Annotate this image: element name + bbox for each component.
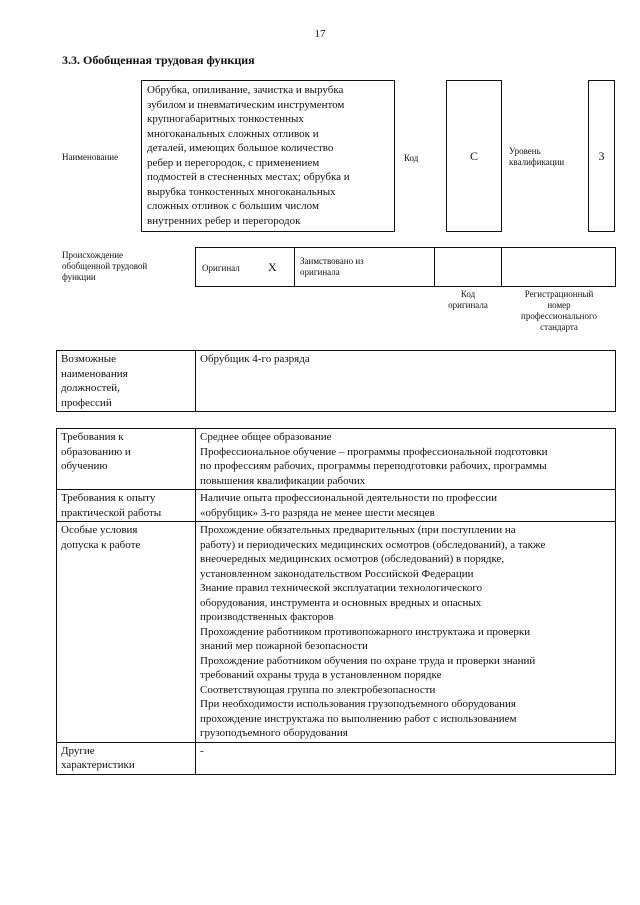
table-row — [57, 351, 616, 412]
original-label: Оригинал — [202, 263, 240, 273]
code-value: C — [469, 148, 478, 163]
requirements-table — [56, 428, 616, 775]
section-heading: 3.3. Обобщенная трудовая функция — [62, 53, 255, 67]
table-row — [57, 742, 616, 774]
other-value: - — [196, 742, 616, 774]
origin-divider — [501, 248, 502, 286]
original-mark: X — [268, 260, 277, 274]
function-name-line: зубилом и пневматическим инструментом — [147, 98, 345, 111]
function-name-line: многоканальных сложных отливок и — [147, 127, 319, 140]
function-name-line: Обрубка, опиливание, зачистка и вырубка — [147, 84, 344, 96]
reg-number-caption: Регистрационный номер профессионального стандарта — [521, 289, 597, 332]
origin-label: Происхождение обобщенной трудовой функции — [62, 250, 148, 282]
positions-label: Возможные наименования должностей, профессий — [57, 351, 196, 412]
education-value: Среднее общее образование Профессиональное обучение – программы профессиональной подготовки по профессиям рабочих, программы переподготовки рабочих, программы повышения квалификации рабочих — [196, 429, 616, 490]
function-name-line: крупногабаритных тонкостенных — [147, 113, 304, 125]
function-name-line: ребер и перегородок, с применением — [147, 156, 320, 169]
name-label: Наименование — [62, 152, 119, 162]
special-conditions-label: Особые условия допуска к работе — [57, 522, 196, 743]
table-row — [57, 429, 616, 490]
level-value-box — [588, 80, 615, 232]
function-name-line: подмостей в стесненных местах; обрубка и — [147, 171, 350, 183]
other-label: Другие характеристики — [57, 742, 196, 774]
page-number: 17 — [314, 28, 326, 40]
origin-divider — [434, 248, 435, 286]
function-name-text — [147, 83, 389, 228]
function-name-line: вырубка тонкостенных многоканальных — [147, 185, 336, 198]
function-name-line: сложных отливок с большим числом — [147, 200, 319, 212]
table-row — [57, 522, 616, 743]
code-value-box — [446, 80, 502, 232]
code-original-caption: Код оригинала — [448, 289, 488, 310]
code-label: Код — [404, 153, 419, 163]
positions-value: Обрубщик 4-го разряда — [196, 351, 616, 412]
experience-value: Наличие опыта профессиональной деятельности по профессии «обрубщик» 3-го разряда не менее шести месяцев — [196, 490, 616, 522]
level-label: Уровень квалификации — [509, 146, 565, 167]
origin-divider — [294, 248, 295, 286]
special-conditions-value: Прохождение обязательных предварительных (при поступлении на работу) и периодических медицинских осмотров (обследований), а также внеочередных медицинских осмотров (обследований) в порядке, установленном законодательством Российской Федерации Знание правил технической эксплуатации технологического оборудования, инструмента и основных вредных и опасных производственных факторов Прохождение работником противопожарного инструктажа и проверки знаний мер пожарной безопасности Прохождение работником обучения по охране труда и проверки знаний требований охраны труда в установленном порядке Соответствующая группа по электробезопасности При необходимости использования грузоподъемного оборудования прохождение инструктажа по выполнению работ с использованием грузоподъемного оборудования — [196, 522, 616, 743]
borrowed-label: Заимствовано из оригинала — [300, 256, 364, 277]
positions-table — [56, 350, 616, 412]
origin-row — [195, 247, 616, 287]
table-row — [57, 490, 616, 522]
experience-label: Требования к опыту практической работы — [57, 490, 196, 522]
level-value: 3 — [598, 148, 605, 163]
function-name-line: деталей, имеющих большое количество — [147, 142, 334, 154]
function-name-box — [141, 80, 395, 232]
function-name-line: внутренних ребер и перегородок — [147, 214, 301, 227]
education-label: Требования к образованию и обучению — [57, 429, 196, 490]
